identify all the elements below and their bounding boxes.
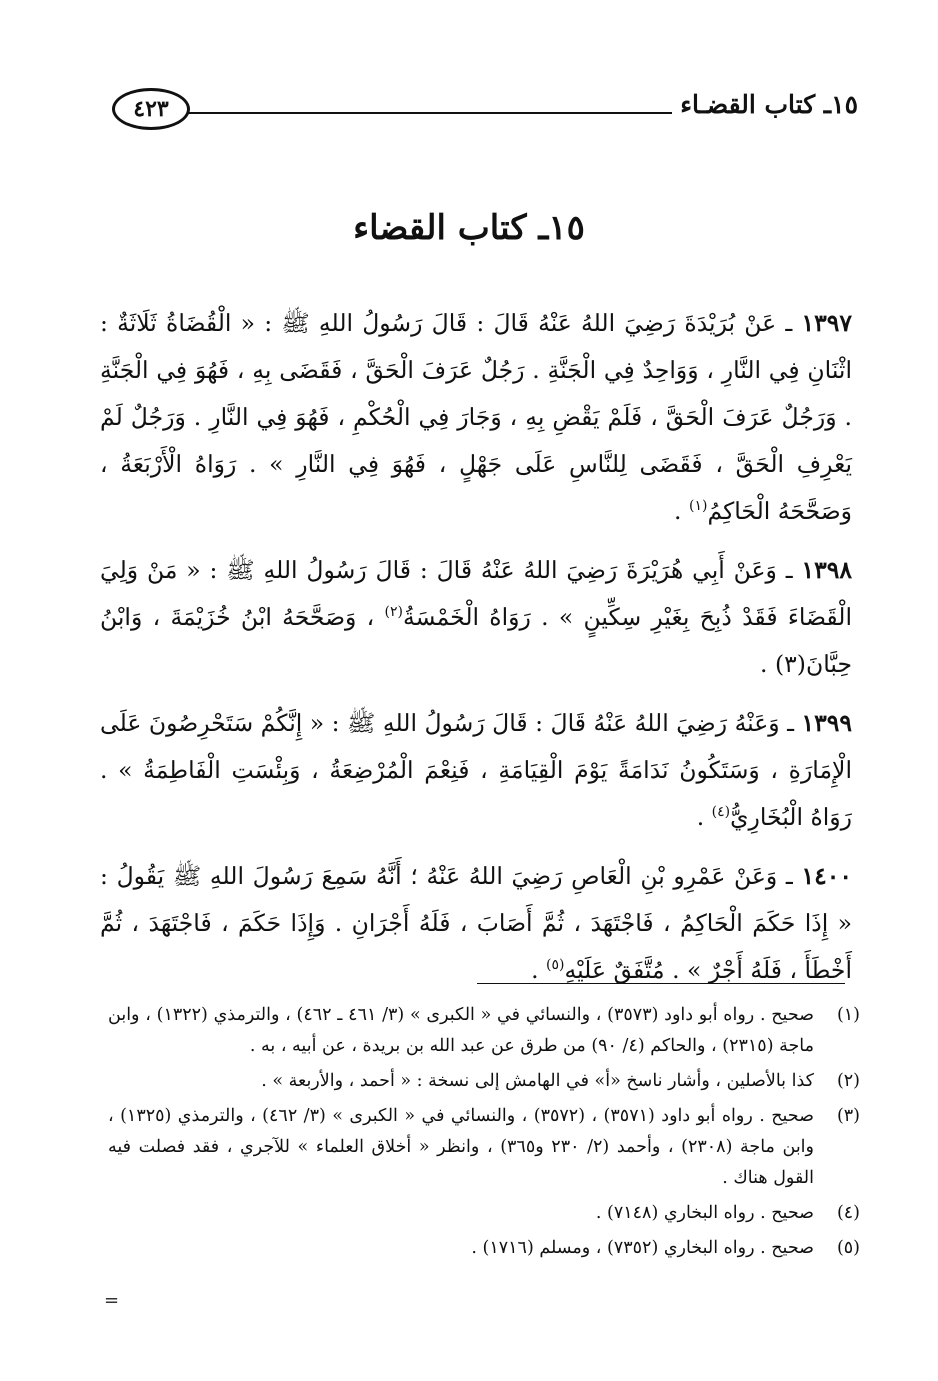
footnote-number: (١) — [836, 1005, 860, 1025]
hadith-end: . — [531, 956, 547, 984]
running-header — [108, 86, 858, 132]
hadith-text: ـ عَنْ بُرَيْدَةَ رَضِيَ اللهُ عَنْهُ قَالَ : قَالَ رَسُولُ اللهِ ﷺ : « الْقُضَاةُ ثَلَاثَةٌ : اثْنَانِ فِي النَّارِ ، وَوَاحِدٌ فِي الْجَنَّةِ . رَجُلٌ عَرَفَ الْحَقَّ ، فَقَضَى بِهِ ، فَهُوَ فِي الْجَنَّةِ . وَرَجُلٌ عَرَفَ الْحَقَّ ، فَلَمْ يَقْضِ بِهِ ، وَجَارَ فِي الْحُكْمِ ، فَهُوَ فِي النَّارِ . وَرَجُلٌ لَمْ يَعْرِفِ الْحَقَّ ، فَقَضَى لِلنَّاسِ عَلَى جَهْلٍ ، فَهُوَ فِي النَّارِ » . رَوَاهُ الْأَرْبَعَةُ ، وَصَحَّحَهُ الْحَاكِمُ — [100, 309, 852, 525]
footnote-ref: (٥) — [546, 957, 565, 974]
footnote-number: (٥) — [836, 1238, 860, 1258]
margin-mark: = — [104, 1290, 120, 1311]
footnote-1 — [108, 1000, 860, 1062]
footnote-separator — [477, 983, 845, 984]
hadith-end: ، وَصَحَّحَهُ ابْنُ خُزَيْمَةَ ، وَابْنُ حِبَّانَ(٣) . — [100, 603, 852, 678]
hadith-number: ١٤٠٠ — [801, 862, 852, 890]
hadith-1398 — [100, 547, 852, 688]
page-number-oval — [112, 88, 190, 130]
footnote-text: صحيح . رواه أبو داود (٣٥٧٣) ، والنسائي في « الكبرى » (٣/ ٤٦١ ـ ٤٦٢) ، والترمذي (١٣٢٢) ، وابن ماجة (٢٣١٥) ، والحاكم (٤/ ٩٠) من طرق عن عبد الله بن بريدة ، عن أبيه ، به . — [108, 1005, 814, 1056]
footnote-text: صحيح . رواه البخاري (٧١٤٨) . — [595, 1203, 814, 1223]
footnote-text: كذا بالأصلين ، وأشار ناسخ «أ» في الهامش إلى نسخة : « أحمد ، والأربعة » . — [261, 1071, 814, 1091]
footnote-ref: (١) — [688, 498, 708, 515]
page-number: ٤٢٣ — [133, 96, 169, 122]
hadith-end: . — [696, 803, 712, 831]
footnote-ref: (٤) — [711, 804, 731, 821]
footnote-number: (٤) — [836, 1203, 860, 1223]
hadith-1399 — [100, 700, 852, 841]
footnotes — [108, 1000, 860, 1268]
hadith-number: ١٣٩٨ — [801, 556, 852, 584]
footnote-ref: (٢) — [384, 604, 404, 621]
footnote-number: (٢) — [836, 1071, 860, 1091]
hadith-number: ١٣٩٧ — [801, 309, 852, 337]
footnote-5 — [108, 1233, 860, 1264]
hadith-body — [100, 300, 852, 1006]
footnote-text: صحيح . رواه أبو داود (٣٥٧١) ، (٣٥٧٢) ، والنسائي في « الكبرى » (٣/ ٤٦٢) ، والترمذي (١٣٢٥) ، وابن ماجة (٢٣٠٨) ، وأحمد (٢/ ٢٣٠ و٣٦٥) ، وانظر « أخلاق العلماء » للآجري ، فقد فصلت فيه القول هناك . — [108, 1106, 814, 1188]
footnote-4 — [108, 1198, 860, 1229]
running-title: ١٥ـ كتاب القضـاء — [680, 90, 858, 119]
hadith-number: ١٣٩٩ — [801, 709, 852, 737]
hadith-end: . — [674, 497, 689, 525]
hadith-text: ـ وَعَنْ أَبِي هُرَيْرَةَ رَضِيَ اللهُ عَنْهُ قَالَ : قَالَ رَسُولُ اللهِ ﷺ : « مَنْ وَلِيَ الْقَضَاءَ فَقَدْ ذُبِحَ بِغَيْرِ سِكِّينٍ » . رَوَاهُ الْخَمْسَةُ — [100, 556, 852, 631]
footnote-3 — [108, 1101, 860, 1194]
hadith-text: ـ وَعَنْهُ رَضِيَ اللهُ عَنْهُ قَالَ : قَالَ رَسُولُ اللهِ ﷺ : « إِنَّكُمْ سَتَحْرِصُونَ عَلَى الْإِمَارَةِ ، وَسَتَكُونُ نَدَامَةً يَوْمَ الْقِيَامَةِ ، فَنِعْمَ الْمُرْضِعَةُ ، وَبِئْسَتِ الْفَاطِمَةُ » . رَوَاهُ الْبُخَارِيُّ — [100, 709, 852, 831]
footnote-text: صحيح . رواه البخاري (٧٣٥٢) ، ومسلم (١٧١٦) . — [471, 1238, 814, 1258]
hadith-1397 — [100, 300, 852, 535]
chapter-title: ١٥ـ كتاب القضاء — [353, 208, 585, 248]
hadith-1400 — [100, 853, 852, 994]
hadith-text: ـ وَعَنْ عَمْرِو بْنِ الْعَاصِ رَضِيَ اللهُ عَنْهُ ؛ أَنَّهُ سَمِعَ رَسُولَ اللهِ ﷺ يَقُولُ : « إِذَا حَكَمَ الْحَاكِمُ ، فَاجْتَهَدَ ، ثُمَّ أَصَابَ ، فَلَهُ أَجْرَانِ . وَإِذَا حَكَمَ ، فَاجْتَهَدَ ، ثُمَّ أَخْطَأَ ، فَلَهُ أَجْرٌ » . مُتَّفَقٌ عَلَيْهِ — [100, 862, 852, 984]
footnote-number: (٣) — [836, 1106, 860, 1126]
footnote-2 — [108, 1066, 860, 1097]
header-rule — [188, 112, 672, 114]
